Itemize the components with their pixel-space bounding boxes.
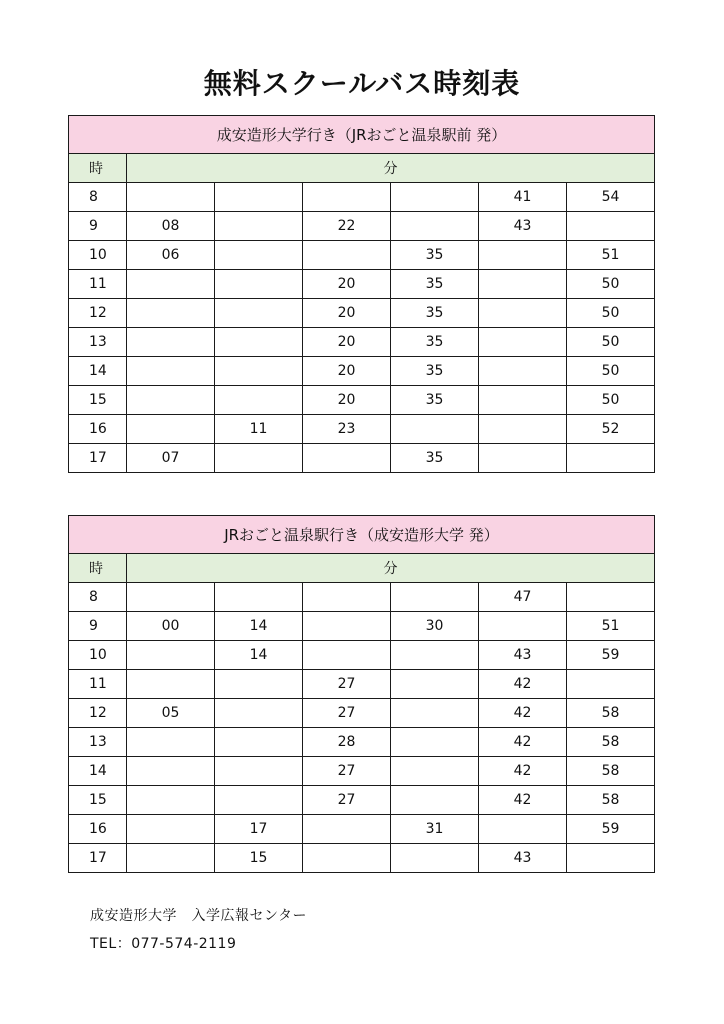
minute-cell: 35 (391, 241, 479, 270)
hour-cell: 12 (69, 299, 127, 328)
minute-cell (391, 641, 479, 670)
minute-cell: 43 (479, 844, 567, 873)
minute-cell: 58 (567, 757, 655, 786)
minute-cell: 35 (391, 386, 479, 415)
hour-column-header: 時 (69, 154, 127, 183)
minute-cell: 28 (303, 728, 391, 757)
hour-cell: 14 (69, 757, 127, 786)
minute-cell: 42 (479, 786, 567, 815)
minute-cell (479, 357, 567, 386)
minute-cell (215, 328, 303, 357)
minute-cell: 30 (391, 612, 479, 641)
minute-cell (215, 386, 303, 415)
table-row (69, 386, 655, 415)
minute-cell: 59 (567, 815, 655, 844)
minute-cell (303, 241, 391, 270)
minute-cell: 43 (479, 641, 567, 670)
minute-cell (215, 444, 303, 473)
minute-cell (303, 815, 391, 844)
table-row (69, 415, 655, 444)
hour-cell: 15 (69, 786, 127, 815)
minute-cell (215, 757, 303, 786)
minute-cell: 50 (567, 299, 655, 328)
hour-cell: 10 (69, 641, 127, 670)
minute-cell (391, 415, 479, 444)
minute-cell (391, 183, 479, 212)
timetable-to-station (68, 515, 655, 873)
minute-cell (391, 699, 479, 728)
footer-telephone: TEL：077-574-2119 (90, 936, 237, 952)
minute-cell (479, 386, 567, 415)
minute-cell (127, 328, 215, 357)
timetable-caption: JRおごと温泉駅行き（成安造形大学 発） (69, 516, 655, 554)
minute-cell: 27 (303, 699, 391, 728)
table-row (69, 583, 655, 612)
minute-cell (479, 270, 567, 299)
minute-cell: 35 (391, 444, 479, 473)
minute-cell (215, 299, 303, 328)
minute-cell (127, 815, 215, 844)
minute-cell (567, 844, 655, 873)
minute-cell (127, 415, 215, 444)
minute-cell: 27 (303, 670, 391, 699)
page-title: 無料スクールバス時刻表 (203, 67, 521, 100)
minute-cell: 07 (127, 444, 215, 473)
hour-cell: 13 (69, 728, 127, 757)
minute-cell: 20 (303, 357, 391, 386)
hour-cell: 8 (69, 583, 127, 612)
minute-cell (479, 444, 567, 473)
minute-cell: 05 (127, 699, 215, 728)
table-row (69, 241, 655, 270)
minute-cell (303, 444, 391, 473)
minute-cell (391, 212, 479, 241)
table-row (69, 670, 655, 699)
table-row (69, 757, 655, 786)
minute-cell (215, 357, 303, 386)
hour-cell: 11 (69, 670, 127, 699)
minute-cell: 14 (215, 641, 303, 670)
minute-cell (127, 670, 215, 699)
hour-column-header: 時 (69, 554, 127, 583)
minute-cell (215, 183, 303, 212)
minute-cell: 00 (127, 612, 215, 641)
minute-cell: 08 (127, 212, 215, 241)
minute-column-header: 分 (127, 154, 655, 183)
hour-cell: 13 (69, 328, 127, 357)
minute-cell (215, 728, 303, 757)
minute-column-header: 分 (127, 554, 655, 583)
minute-cell: 20 (303, 386, 391, 415)
minute-cell: 06 (127, 241, 215, 270)
minute-cell: 42 (479, 670, 567, 699)
minute-cell: 58 (567, 699, 655, 728)
minute-cell (391, 728, 479, 757)
minute-cell: 58 (567, 786, 655, 815)
minute-cell: 51 (567, 241, 655, 270)
minute-cell (127, 757, 215, 786)
minute-cell (303, 183, 391, 212)
minute-cell: 14 (215, 612, 303, 641)
minute-cell (479, 328, 567, 357)
table-row (69, 815, 655, 844)
hour-cell: 8 (69, 183, 127, 212)
minute-cell: 51 (567, 612, 655, 641)
minute-cell: 50 (567, 386, 655, 415)
minute-cell: 41 (479, 183, 567, 212)
table-row (69, 612, 655, 641)
minute-cell: 42 (479, 757, 567, 786)
hour-cell: 12 (69, 699, 127, 728)
table-row (69, 183, 655, 212)
minute-cell (215, 583, 303, 612)
minute-cell: 23 (303, 415, 391, 444)
hour-cell: 14 (69, 357, 127, 386)
minute-cell (127, 728, 215, 757)
hour-cell: 16 (69, 415, 127, 444)
minute-cell (391, 786, 479, 815)
minute-cell (127, 357, 215, 386)
table-row (69, 328, 655, 357)
table-row (69, 357, 655, 386)
minute-cell (303, 844, 391, 873)
hour-cell: 17 (69, 844, 127, 873)
table-row (69, 699, 655, 728)
minute-cell (215, 241, 303, 270)
minute-cell (303, 641, 391, 670)
minute-cell (215, 212, 303, 241)
minute-cell: 31 (391, 815, 479, 844)
minute-cell: 47 (479, 583, 567, 612)
minute-cell (127, 299, 215, 328)
minute-cell: 35 (391, 299, 479, 328)
minute-cell (127, 583, 215, 612)
table-row (69, 844, 655, 873)
hour-cell: 9 (69, 212, 127, 241)
minute-cell: 35 (391, 357, 479, 386)
hour-cell: 9 (69, 612, 127, 641)
table-row (69, 786, 655, 815)
minute-cell (215, 270, 303, 299)
minute-cell: 54 (567, 183, 655, 212)
minute-cell (215, 699, 303, 728)
minute-cell: 35 (391, 328, 479, 357)
minute-cell: 42 (479, 728, 567, 757)
minute-cell (127, 183, 215, 212)
minute-cell (127, 844, 215, 873)
minute-cell (127, 270, 215, 299)
table-row (69, 444, 655, 473)
minute-cell (479, 612, 567, 641)
minute-cell: 42 (479, 699, 567, 728)
minute-cell (567, 444, 655, 473)
minute-cell (479, 415, 567, 444)
table-row (69, 641, 655, 670)
minute-cell (391, 757, 479, 786)
table-row (69, 212, 655, 241)
table-row (69, 299, 655, 328)
timetable-to-university (68, 115, 655, 473)
minute-cell (567, 212, 655, 241)
minute-cell: 11 (215, 415, 303, 444)
minute-cell (479, 241, 567, 270)
minute-cell: 43 (479, 212, 567, 241)
minute-cell: 27 (303, 786, 391, 815)
minute-cell (127, 786, 215, 815)
minute-cell (303, 583, 391, 612)
minute-cell: 20 (303, 299, 391, 328)
minute-cell: 50 (567, 328, 655, 357)
hour-cell: 15 (69, 386, 127, 415)
hour-cell: 16 (69, 815, 127, 844)
minute-cell (479, 299, 567, 328)
minute-cell (127, 386, 215, 415)
minute-cell: 22 (303, 212, 391, 241)
minute-cell: 27 (303, 757, 391, 786)
minute-cell: 58 (567, 728, 655, 757)
minute-cell: 20 (303, 328, 391, 357)
minute-cell (127, 641, 215, 670)
minute-cell: 20 (303, 270, 391, 299)
hour-cell: 10 (69, 241, 127, 270)
minute-cell: 50 (567, 270, 655, 299)
minute-cell (567, 670, 655, 699)
minute-cell (303, 612, 391, 641)
table-row (69, 270, 655, 299)
minute-cell (391, 583, 479, 612)
minute-cell (215, 670, 303, 699)
minute-cell: 50 (567, 357, 655, 386)
table-row (69, 728, 655, 757)
minute-cell: 17 (215, 815, 303, 844)
footer-organization: 成安造形大学 入学広報センター (90, 908, 307, 924)
minute-cell (479, 815, 567, 844)
timetable-caption: 成安造形大学行き（JRおごと温泉駅前 発） (69, 116, 655, 154)
minute-cell (215, 786, 303, 815)
minute-cell (567, 583, 655, 612)
minute-cell (391, 844, 479, 873)
minute-cell: 35 (391, 270, 479, 299)
minute-cell (391, 670, 479, 699)
minute-cell: 59 (567, 641, 655, 670)
hour-cell: 11 (69, 270, 127, 299)
minute-cell: 15 (215, 844, 303, 873)
minute-cell: 52 (567, 415, 655, 444)
hour-cell: 17 (69, 444, 127, 473)
